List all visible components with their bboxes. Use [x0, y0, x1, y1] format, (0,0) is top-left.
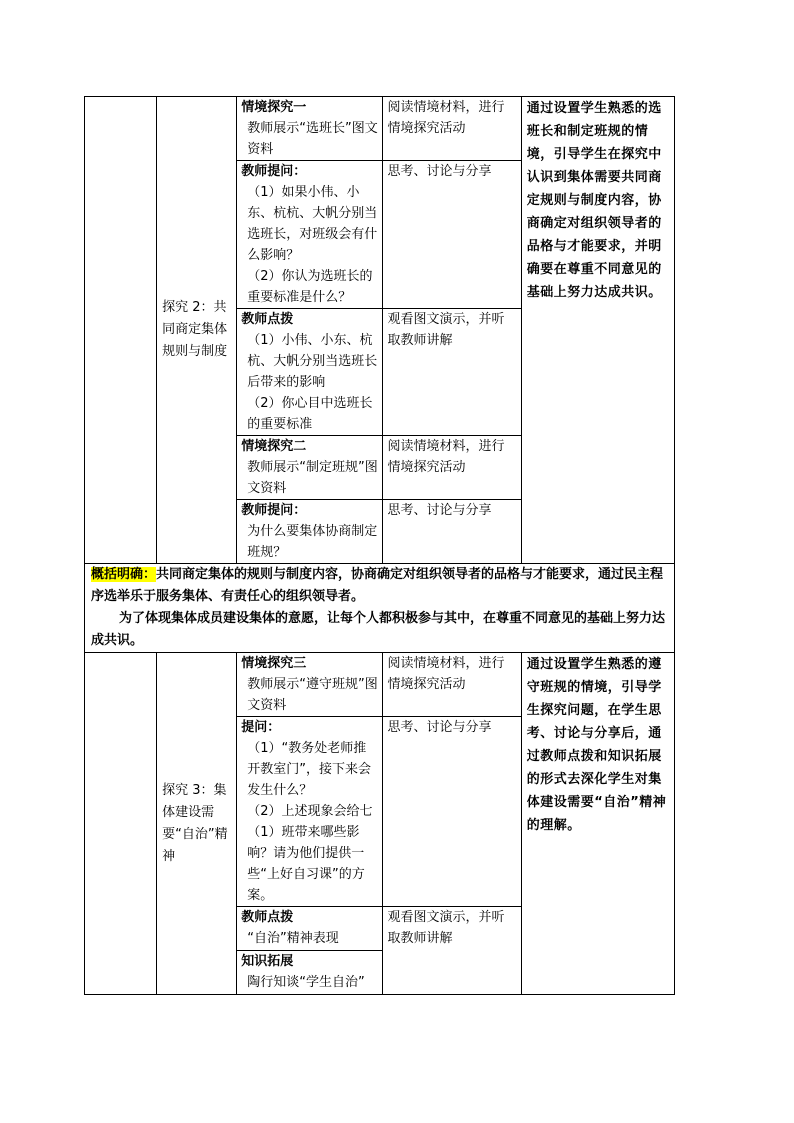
activity-cell: 阅读情境材料，进行情境探究活动 — [383, 97, 521, 161]
row-line: （2）你认为选班长的重要标准是什么？ — [247, 269, 373, 305]
row-line: （1）小伟、小东、杭杭、大帆分别当选班长后带来的影响 — [247, 333, 378, 390]
content-cell — [237, 500, 383, 564]
content-cell — [237, 907, 383, 951]
summary-cell — [85, 564, 675, 653]
empty-left-cell — [85, 653, 157, 995]
content-cell — [237, 653, 383, 717]
lesson-plan-table — [84, 96, 675, 995]
content-cell — [237, 309, 383, 436]
row-title: 教师点拨 — [241, 312, 294, 327]
activity-cell: 阅读情境材料，进行情境探究活动 — [383, 653, 521, 717]
design-intent-2: 通过设置学生熟悉的选班长和制定班规的情境，引导学生在探究中认识到集体需要共同商定规则与制度内容，协商确定对组织领导者的品格与才能要求，并明确要在尊重不同意见的基础上努力达成共识。 — [521, 97, 674, 564]
row-line: 教师展示“选班长”图文资料 — [247, 121, 378, 157]
row-title: 教师点拨 — [241, 910, 294, 925]
row-title: 情境探究三 — [241, 656, 307, 671]
row-title: 情境探究二 — [241, 439, 307, 454]
row-line: “自治”精神表现 — [247, 931, 339, 946]
summary-text-1: 共同商定集体的规则与制度内容，协商确定对组织领导者的品格与才能要求，通过民主程序选举乐于服务集体、有责任心的组织领导者。 — [91, 567, 664, 604]
row-line: 教师展示“遵守班规”图文资料 — [247, 677, 378, 713]
row-line: （1）“教务处老师推开教室门”，接下来会发生什么？ — [247, 741, 371, 798]
row-title: 提问： — [241, 720, 281, 735]
summary-line-2: 为了体现集体成员建设集体的意愿，让每个人都积极参与其中，在尊重不同意见的基础上努力达成共识。 — [91, 611, 666, 648]
content-cell — [237, 951, 383, 995]
activity-cell: 阅读情境材料，进行情境探究活动 — [383, 436, 521, 500]
content-cell — [237, 717, 383, 907]
row-line: 为什么要集体协商制定班规？ — [247, 524, 378, 560]
stage-label-2: 探究 2：共同商定集体规则与制度 — [157, 97, 237, 564]
summary-label: 概括明确： — [91, 567, 157, 582]
activity-cell: 思考、讨论与分享 — [383, 500, 521, 564]
row-line: （2）你心目中选班长的重要标准 — [247, 396, 373, 432]
content-cell — [237, 436, 383, 500]
row-line: （1）如果小伟、小东、杭杭、大帆分别当选班长，对班级会有什么影响？ — [247, 185, 378, 263]
row-line: 教师展示“制定班规”图文资料 — [247, 460, 378, 496]
table-row — [85, 564, 675, 653]
summary-line-1 — [91, 564, 668, 608]
row-title: 知识拓展 — [241, 954, 294, 969]
content-cell — [237, 97, 383, 161]
row-line: （2）上述现象会给七（1）班带来哪些影响？请为他们提供一些“上好自习课”的方案。 — [247, 804, 373, 903]
activity-cell: 观看图文演示，并听取教师讲解 — [383, 309, 521, 436]
empty-left-cell — [85, 97, 157, 564]
activity-cell: 观看图文演示，并听取教师讲解 — [383, 907, 521, 995]
design-intent-3: 通过设置学生熟悉的遵守班规的情境，引导学生探究问题，在学生思考、讨论与分享后，通过教师点拨和知识拓展的形式去深化学生对集体建设需要“自治”精神的理解。 — [521, 653, 674, 995]
row-line: 陶行知谈“学生自治” — [247, 975, 365, 990]
content-cell — [237, 161, 383, 309]
row-title: 教师提问： — [241, 503, 307, 518]
activity-cell: 思考、讨论与分享 — [383, 717, 521, 907]
row-title: 教师提问： — [241, 164, 307, 179]
stage-label-3: 探究 3：集体建设需要“自治”精神 — [157, 653, 237, 995]
table-row — [85, 97, 675, 161]
activity-cell: 思考、讨论与分享 — [383, 161, 521, 309]
table-row — [85, 653, 675, 717]
row-title: 情境探究一 — [241, 100, 307, 115]
